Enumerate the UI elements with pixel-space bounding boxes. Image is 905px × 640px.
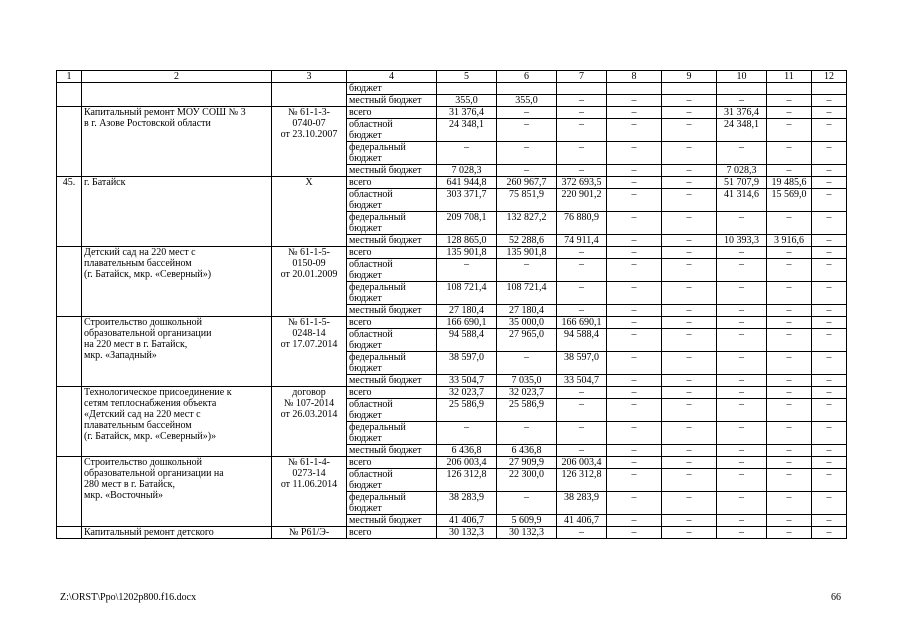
row-number <box>57 107 82 177</box>
budget-type: областной бюджет <box>347 119 437 142</box>
amount-cell: – <box>662 387 717 399</box>
amount-cell: – <box>607 235 662 247</box>
amount-cell: – <box>812 119 847 142</box>
amount-cell: – <box>767 492 812 515</box>
amount-cell: – <box>662 422 717 445</box>
amount-cell: – <box>607 492 662 515</box>
row-number <box>57 247 82 317</box>
column-number: 7 <box>557 71 607 83</box>
budget-type: федеральный бюджет <box>347 422 437 445</box>
object-name <box>82 83 272 107</box>
amount-cell: – <box>767 142 812 165</box>
budget-type: федеральный бюджет <box>347 352 437 375</box>
document-ref: № 61-1-5- 0248-14 от 17.07.2014 <box>272 317 347 387</box>
budget-type: всего <box>347 317 437 329</box>
amount-cell: – <box>607 119 662 142</box>
row-number <box>57 387 82 457</box>
budget-type: областной бюджет <box>347 469 437 492</box>
column-number: 12 <box>812 71 847 83</box>
amount-cell: – <box>607 422 662 445</box>
amount-cell: – <box>767 247 812 259</box>
amount-cell: 19 485,6 <box>767 177 812 189</box>
object-name: г. Батайск <box>82 177 272 247</box>
amount-cell: – <box>662 247 717 259</box>
amount-cell: – <box>812 259 847 282</box>
amount-cell: 30 132,3 <box>497 527 557 539</box>
amount-cell: 38 283,9 <box>437 492 497 515</box>
amount-cell: – <box>607 515 662 527</box>
amount-cell: 7 028,3 <box>717 165 767 177</box>
amount-cell: – <box>557 527 607 539</box>
table-row <box>57 247 847 259</box>
amount-cell: 372 693,5 <box>557 177 607 189</box>
amount-cell: – <box>717 142 767 165</box>
budget-type: всего <box>347 527 437 539</box>
amount-cell: – <box>662 492 717 515</box>
amount-cell: – <box>607 375 662 387</box>
amount-cell: – <box>557 165 607 177</box>
amount-cell: – <box>662 119 717 142</box>
amount-cell: – <box>607 352 662 375</box>
amount-cell: – <box>717 95 767 107</box>
amount-cell: – <box>812 527 847 539</box>
amount-cell: – <box>437 259 497 282</box>
amount-cell: – <box>557 142 607 165</box>
budget-type: местный бюджет <box>347 235 437 247</box>
amount-cell: – <box>812 282 847 305</box>
amount-cell: – <box>607 177 662 189</box>
amount-cell: 209 708,1 <box>437 212 497 235</box>
amount-cell: – <box>557 445 607 457</box>
amount-cell: – <box>767 305 812 317</box>
column-number: 4 <box>347 71 437 83</box>
amount-cell: – <box>812 177 847 189</box>
column-number: 8 <box>607 71 662 83</box>
amount-cell: – <box>662 527 717 539</box>
budget-type: федеральный бюджет <box>347 282 437 305</box>
amount-cell: 33 504,7 <box>437 375 497 387</box>
amount-cell: – <box>767 352 812 375</box>
amount-cell: 94 588,4 <box>437 329 497 352</box>
object-name: Капитальный ремонт МОУ СОШ № 3 в г. Азове Ростовской области <box>82 107 272 177</box>
page-number: 66 <box>831 592 841 603</box>
amount-cell: – <box>557 259 607 282</box>
amount-cell: 76 880,9 <box>557 212 607 235</box>
amount-cell: – <box>497 107 557 119</box>
amount-cell: – <box>812 235 847 247</box>
column-number: 10 <box>717 71 767 83</box>
budget-type: местный бюджет <box>347 515 437 527</box>
amount-cell: 27 180,4 <box>497 305 557 317</box>
amount-cell: 94 588,4 <box>557 329 607 352</box>
amount-cell: – <box>662 177 717 189</box>
amount-cell: 27 909,9 <box>497 457 557 469</box>
amount-cell: – <box>497 492 557 515</box>
amount-cell: 74 911,4 <box>557 235 607 247</box>
budget-type: всего <box>347 177 437 189</box>
amount-cell: 38 597,0 <box>557 352 607 375</box>
header-row <box>57 71 847 83</box>
amount-cell: – <box>717 282 767 305</box>
amount-cell: – <box>767 515 812 527</box>
amount-cell: – <box>767 469 812 492</box>
amount-cell: – <box>717 527 767 539</box>
amount-cell: 128 865,0 <box>437 235 497 247</box>
budget-type: всего <box>347 107 437 119</box>
amount-cell: 38 283,9 <box>557 492 607 515</box>
document-ref <box>272 83 347 107</box>
amount-cell: – <box>812 399 847 422</box>
amount-cell: – <box>812 212 847 235</box>
amount-cell: – <box>812 352 847 375</box>
amount-cell: – <box>812 189 847 212</box>
amount-cell: – <box>812 445 847 457</box>
amount-cell: 7 028,3 <box>437 165 497 177</box>
amount-cell: – <box>662 235 717 247</box>
amount-cell: – <box>607 317 662 329</box>
amount-cell: – <box>767 527 812 539</box>
budget-type: областной бюджет <box>347 189 437 212</box>
amount-cell <box>437 83 497 95</box>
amount-cell: – <box>767 317 812 329</box>
column-number: 5 <box>437 71 497 83</box>
amount-cell: – <box>812 165 847 177</box>
amount-cell: – <box>662 165 717 177</box>
object-name: Строительство дошкольной образовательной организации на 280 мест в г. Батайск, мкр. «Восточный» <box>82 457 272 527</box>
budget-type: местный бюджет <box>347 375 437 387</box>
amount-cell: 220 901,2 <box>557 189 607 212</box>
amount-cell: 32 023,7 <box>437 387 497 399</box>
amount-cell: 135 901,8 <box>497 247 557 259</box>
amount-cell: – <box>607 247 662 259</box>
amount-cell: 31 376,4 <box>717 107 767 119</box>
amount-cell: 355,0 <box>497 95 557 107</box>
document-ref: № Р61/Э- <box>272 527 347 539</box>
amount-cell: – <box>717 247 767 259</box>
amount-cell: – <box>662 189 717 212</box>
row-number <box>57 317 82 387</box>
amount-cell <box>767 83 812 95</box>
amount-cell: – <box>812 422 847 445</box>
column-number: 2 <box>82 71 272 83</box>
amount-cell: – <box>812 387 847 399</box>
amount-cell: – <box>812 107 847 119</box>
amount-cell: – <box>662 375 717 387</box>
amount-cell: – <box>557 119 607 142</box>
amount-cell: – <box>662 317 717 329</box>
document-ref: № 61-1-4- 0273-14 от 11.06.2014 <box>272 457 347 527</box>
amount-cell: 6 436,8 <box>437 445 497 457</box>
amount-cell: – <box>497 119 557 142</box>
amount-cell: – <box>607 189 662 212</box>
object-name: Детский сад на 220 мест с плавательным бассейном (г. Батайск, мкр. «Северный») <box>82 247 272 317</box>
amount-cell: – <box>437 422 497 445</box>
document-ref: № 61-1-3- 0740-07 от 23.10.2007 <box>272 107 347 177</box>
amount-cell <box>607 83 662 95</box>
amount-cell: – <box>607 469 662 492</box>
amount-cell: – <box>557 387 607 399</box>
table-row <box>57 387 847 399</box>
table-row <box>57 527 847 539</box>
document-ref: договор № 107-2014 от 26.03.2014 <box>272 387 347 457</box>
column-number: 6 <box>497 71 557 83</box>
amount-cell: 38 597,0 <box>437 352 497 375</box>
amount-cell: 126 312,8 <box>437 469 497 492</box>
amount-cell: – <box>812 375 847 387</box>
amount-cell: – <box>717 352 767 375</box>
amount-cell: – <box>557 422 607 445</box>
amount-cell: – <box>662 469 717 492</box>
table-row <box>57 317 847 329</box>
column-number: 1 <box>57 71 82 83</box>
amount-cell: – <box>717 387 767 399</box>
column-number: 3 <box>272 71 347 83</box>
amount-cell: – <box>717 515 767 527</box>
amount-cell: – <box>607 399 662 422</box>
amount-cell <box>497 83 557 95</box>
amount-cell: – <box>767 445 812 457</box>
budget-type: бюджет <box>347 83 437 95</box>
amount-cell: 135 901,8 <box>437 247 497 259</box>
amount-cell: – <box>662 282 717 305</box>
amount-cell: 126 312,8 <box>557 469 607 492</box>
amount-cell <box>662 83 717 95</box>
row-number <box>57 527 82 539</box>
amount-cell: – <box>557 399 607 422</box>
amount-cell: 260 967,7 <box>497 177 557 189</box>
amount-cell: – <box>607 329 662 352</box>
amount-cell: – <box>497 165 557 177</box>
document-ref: X <box>272 177 347 247</box>
amount-cell: – <box>607 282 662 305</box>
amount-cell: 641 944,8 <box>437 177 497 189</box>
amount-cell: – <box>717 329 767 352</box>
amount-cell: – <box>767 165 812 177</box>
amount-cell: – <box>662 259 717 282</box>
amount-cell: 166 690,1 <box>437 317 497 329</box>
amount-cell: 27 180,4 <box>437 305 497 317</box>
amount-cell: – <box>497 352 557 375</box>
amount-cell: – <box>767 422 812 445</box>
amount-cell: – <box>607 527 662 539</box>
amount-cell: – <box>812 469 847 492</box>
amount-cell: – <box>437 142 497 165</box>
amount-cell: – <box>717 375 767 387</box>
row-number <box>57 457 82 527</box>
amount-cell: 25 586,9 <box>437 399 497 422</box>
object-name: Капитальный ремонт детского <box>82 527 272 539</box>
amount-cell: – <box>717 259 767 282</box>
amount-cell: 132 827,2 <box>497 212 557 235</box>
amount-cell: 33 504,7 <box>557 375 607 387</box>
amount-cell: 32 023,7 <box>497 387 557 399</box>
amount-cell: 25 586,9 <box>497 399 557 422</box>
column-number: 11 <box>767 71 812 83</box>
amount-cell: – <box>812 457 847 469</box>
amount-cell: – <box>607 95 662 107</box>
amount-cell: – <box>557 95 607 107</box>
amount-cell: – <box>557 107 607 119</box>
amount-cell: 51 707,9 <box>717 177 767 189</box>
amount-cell: 6 436,8 <box>497 445 557 457</box>
amount-cell: – <box>557 305 607 317</box>
amount-cell: 3 916,6 <box>767 235 812 247</box>
amount-cell: 10 393,3 <box>717 235 767 247</box>
amount-cell: 108 721,4 <box>437 282 497 305</box>
amount-cell: – <box>717 469 767 492</box>
budget-type: местный бюджет <box>347 445 437 457</box>
amount-cell: 15 569,0 <box>767 189 812 212</box>
footer-file-path: Z:\ORST\Ppo\1202p800.f16.docx <box>60 592 197 603</box>
budget-type: областной бюджет <box>347 399 437 422</box>
object-name: Строительство дошкольной образовательной организации на 220 мест в г. Батайск, мкр. «Западный» <box>82 317 272 387</box>
amount-cell: 75 851,9 <box>497 189 557 212</box>
amount-cell: – <box>717 317 767 329</box>
amount-cell: 24 348,1 <box>717 119 767 142</box>
amount-cell: 22 300,0 <box>497 469 557 492</box>
amount-cell: – <box>812 305 847 317</box>
table-row <box>57 457 847 469</box>
amount-cell: – <box>662 445 717 457</box>
amount-cell: – <box>497 422 557 445</box>
amount-cell: – <box>557 282 607 305</box>
amount-cell: – <box>767 375 812 387</box>
amount-cell: – <box>662 95 717 107</box>
amount-cell: – <box>662 142 717 165</box>
amount-cell: 206 003,4 <box>437 457 497 469</box>
amount-cell: 24 348,1 <box>437 119 497 142</box>
amount-cell: 41 406,7 <box>557 515 607 527</box>
table-row <box>57 83 847 95</box>
budget-type: областной бюджет <box>347 259 437 282</box>
amount-cell: 7 035,0 <box>497 375 557 387</box>
amount-cell: – <box>607 142 662 165</box>
row-number <box>57 83 82 107</box>
amount-cell: 30 132,3 <box>437 527 497 539</box>
amount-cell: 303 371,7 <box>437 189 497 212</box>
amount-cell: – <box>812 317 847 329</box>
amount-cell: – <box>767 212 812 235</box>
amount-cell: – <box>812 492 847 515</box>
amount-cell: – <box>812 247 847 259</box>
table-row <box>57 177 847 189</box>
amount-cell <box>717 83 767 95</box>
amount-cell: – <box>717 445 767 457</box>
amount-cell: – <box>767 95 812 107</box>
amount-cell: 206 003,4 <box>557 457 607 469</box>
row-number: 45. <box>57 177 82 247</box>
budget-type: местный бюджет <box>347 165 437 177</box>
amount-cell: – <box>662 515 717 527</box>
amount-cell: – <box>607 165 662 177</box>
amount-cell: – <box>717 492 767 515</box>
amount-cell: 52 288,6 <box>497 235 557 247</box>
amount-cell: – <box>812 142 847 165</box>
budget-type: всего <box>347 457 437 469</box>
budget-type: местный бюджет <box>347 305 437 317</box>
amount-cell: 108 721,4 <box>497 282 557 305</box>
budget-type: федеральный бюджет <box>347 142 437 165</box>
amount-cell: – <box>717 305 767 317</box>
amount-cell: – <box>717 212 767 235</box>
amount-cell: – <box>662 352 717 375</box>
amount-cell: – <box>607 387 662 399</box>
amount-cell: – <box>662 107 717 119</box>
amount-cell: – <box>607 259 662 282</box>
column-number: 9 <box>662 71 717 83</box>
budget-type: всего <box>347 247 437 259</box>
amount-cell <box>557 83 607 95</box>
amount-cell: – <box>717 422 767 445</box>
amount-cell: 41 314,6 <box>717 189 767 212</box>
table-row <box>57 107 847 119</box>
amount-cell: – <box>557 247 607 259</box>
budget-type: областной бюджет <box>347 329 437 352</box>
amount-cell: – <box>607 107 662 119</box>
amount-cell: – <box>662 212 717 235</box>
amount-cell: – <box>497 142 557 165</box>
amount-cell: 5 609,9 <box>497 515 557 527</box>
amount-cell: 355,0 <box>437 95 497 107</box>
budget-type: федеральный бюджет <box>347 492 437 515</box>
amount-cell: – <box>662 329 717 352</box>
amount-cell: 41 406,7 <box>437 515 497 527</box>
amount-cell: – <box>812 515 847 527</box>
amount-cell: – <box>767 119 812 142</box>
amount-cell: – <box>662 457 717 469</box>
document-ref: № 61-1-5- 0150-09 от 20.01.2009 <box>272 247 347 317</box>
amount-cell: – <box>607 457 662 469</box>
budget-type: всего <box>347 387 437 399</box>
amount-cell: – <box>662 305 717 317</box>
amount-cell: – <box>662 399 717 422</box>
amount-cell: – <box>812 95 847 107</box>
amount-cell: – <box>767 387 812 399</box>
amount-cell: – <box>497 259 557 282</box>
amount-cell: – <box>607 445 662 457</box>
budget-type: федеральный бюджет <box>347 212 437 235</box>
amount-cell: – <box>767 399 812 422</box>
amount-cell: 166 690,1 <box>557 317 607 329</box>
amount-cell: – <box>767 107 812 119</box>
amount-cell: 31 376,4 <box>437 107 497 119</box>
budget-type: местный бюджет <box>347 95 437 107</box>
amount-cell: – <box>767 457 812 469</box>
amount-cell: 27 965,0 <box>497 329 557 352</box>
amount-cell: 35 000,0 <box>497 317 557 329</box>
amount-cell: – <box>767 329 812 352</box>
amount-cell: – <box>607 212 662 235</box>
amount-cell: – <box>607 305 662 317</box>
amount-cell: – <box>767 282 812 305</box>
amount-cell: – <box>812 329 847 352</box>
budget-table <box>56 70 847 539</box>
amount-cell: – <box>717 457 767 469</box>
amount-cell: – <box>767 259 812 282</box>
amount-cell: – <box>717 399 767 422</box>
object-name: Технологическое присоединение к сетям теплоснабжения объекта «Детский сад на 220 мест с плавательным бассейном (г. Батайск, мкр. «Северный»)» <box>82 387 272 457</box>
amount-cell <box>812 83 847 95</box>
